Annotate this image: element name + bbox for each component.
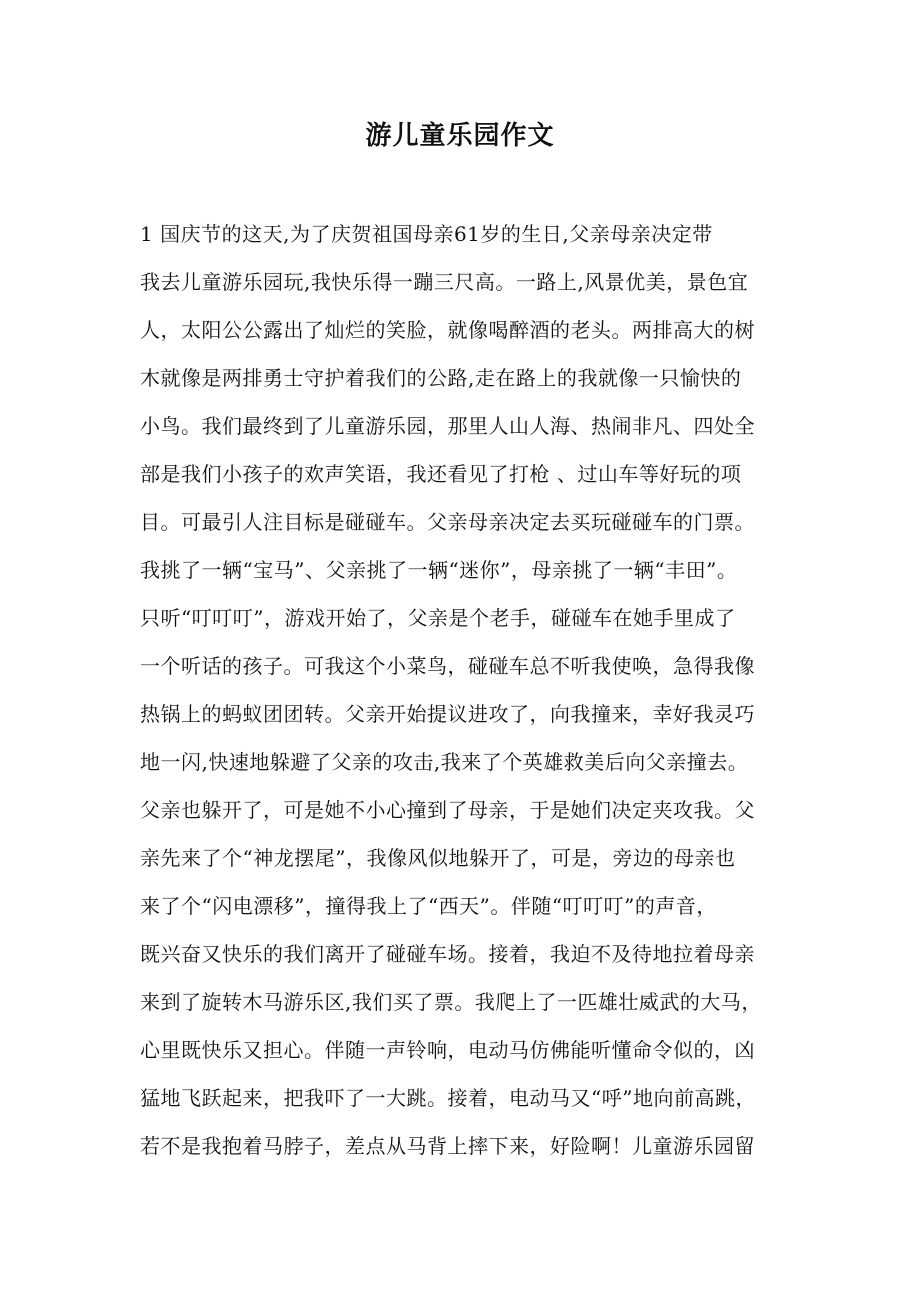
document-title: 游儿童乐园作文 [365, 121, 555, 151]
text-line: 木就像是两排勇士守护着我们的公路,走在路上的我就像一只愉快的 [140, 366, 742, 390]
text-line: 来了个“闪电漂移”，撞得我上了“西天”。伴随“叮叮叮”的声音， [140, 894, 717, 918]
text-line: 目。可最引人注目标是碰碰车。父亲母亲决定去买玩碰碰车的门票。 [140, 510, 755, 534]
text-line: 部是我们小孩子的欢声笑语，我还看见了打枪 、过山车等好玩的项 [140, 462, 742, 486]
document-body [140, 210, 800, 1170]
text-line: 既兴奋又快乐的我们离开了碰碰车场。接着，我迫不及待地拉着母亲 [140, 942, 755, 966]
text-line: 来到了旋转木马游乐区,我们买了票。我爬上了一匹雄壮威武的大马， [140, 990, 762, 1014]
text-line: 一个听话的孩子。可我这个小菜鸟，碰碰车总不听我使唤，急得我像 [140, 654, 755, 678]
text-line: 热锅上的蚂蚁团团转。父亲开始提议进攻了，向我撞来，幸好我灵巧 [140, 702, 755, 726]
text-line: 我去儿童游乐园玩,我快乐得一蹦三尺高。一路上,风景优美，景色宜 [140, 270, 749, 294]
text-line: 1 国庆节的这天,为了庆贺祖国母亲61岁的生日,父亲母亲决定带 [140, 222, 713, 246]
text-line: 人，太阳公公露出了灿烂的笑脸，就像喝醉酒的老头。两排高大的树 [140, 318, 755, 342]
text-line: 父亲也躲开了，可是她不小心撞到了母亲，于是她们决定夹攻我。父 [140, 798, 755, 822]
text-line: 地一闪,快速地躲避了父亲的攻击,我来了个英雄救美后向父亲撞去。 [140, 750, 749, 774]
text-line: 心里既快乐又担心。伴随一声铃响，电动马仿佛能听懂命令似的，凶 [140, 1038, 755, 1062]
text-line: 我挑了一辆“宝马”、父亲挑了一辆“迷你”，母亲挑了一辆“丰田”。 [140, 558, 738, 582]
text-line: 若不是我抱着马脖子，差点从马背上摔下来，好险啊！儿童游乐园留 [140, 1134, 755, 1158]
text-line: 小鸟。我们最终到了儿童游乐园，那里人山人海、热闹非凡、四处全 [140, 414, 755, 438]
text-line: 猛地飞跃起来，把我吓了一大跳。接着，电动马又“呼”地向前高跳， [140, 1086, 756, 1110]
text-line: 只听“叮叮叮”，游戏开始了，父亲是个老手，碰碰车在她手里成了 [140, 606, 736, 630]
text-line: 亲先来了个“神龙摆尾”，我像风似地躲开了，可是，旁边的母亲也 [140, 846, 736, 870]
